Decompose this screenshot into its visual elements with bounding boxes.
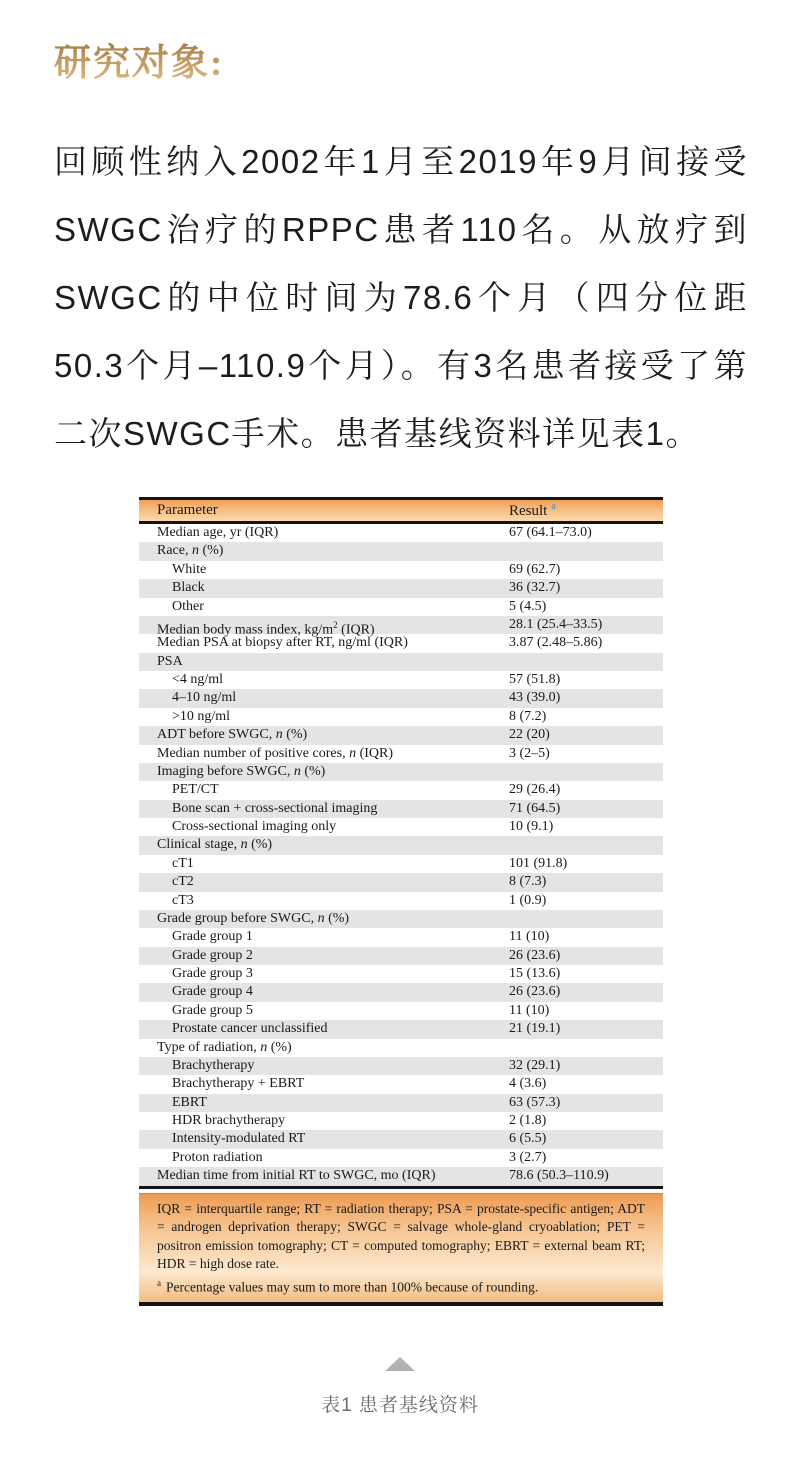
table-row <box>139 616 663 638</box>
parameter-cell: Proton radiation <box>172 1149 263 1165</box>
footnote-marker: a <box>157 1277 161 1288</box>
table-row <box>139 708 663 726</box>
result-cell: 21 (19.1) <box>509 1021 561 1037</box>
result-cell: 11 (10) <box>509 1002 550 1018</box>
table-row <box>139 1057 663 1075</box>
parameter-cell: Median time from initial RT to SWGC, mo (IQR) <box>157 1168 436 1184</box>
result-cell: 32 (29.1) <box>509 1057 561 1073</box>
parameter-cell: PET/CT <box>172 782 219 798</box>
parameter-cell: cT1 <box>172 855 194 871</box>
table-row <box>139 928 663 946</box>
table-row <box>139 1112 663 1130</box>
parameter-cell: Clinical stage, n (%) <box>157 837 273 853</box>
result-cell <box>509 542 663 560</box>
result-cell <box>509 910 663 928</box>
result-cell: 3.87 (2.48–5.86) <box>509 635 603 651</box>
column-header-result <box>509 501 663 520</box>
footnote-note <box>157 1274 645 1297</box>
parameter-cell: <4 ng/ml <box>172 672 224 687</box>
intro-paragraph: 回顾性纳入2002年1月至2019年9月间接受SWGC治疗的RPPC患者110名。从放疗到SWGC的中位时间为78.6个月（四分位距50.3个月–110.9个月）。有3名患者接受了第二次SWGC手术。患者基线资料详见表1。 <box>54 143 748 452</box>
baseline-table-figure <box>139 497 663 1306</box>
result-cell: 5 (4.5) <box>509 598 547 614</box>
result-header-label: Result <box>509 503 548 519</box>
table-row <box>139 561 663 579</box>
table-row <box>139 1075 663 1093</box>
table-row <box>139 671 663 689</box>
parameter-cell: Median number of positive cores, n (IQR) <box>157 745 393 761</box>
result-cell: 22 (20) <box>509 727 550 743</box>
table-row <box>139 524 663 542</box>
result-cell: 71 (64.5) <box>509 800 561 816</box>
table-row <box>139 745 663 763</box>
result-cell: 26 (23.6) <box>509 984 561 1000</box>
table-row <box>139 910 663 928</box>
column-header-parameter: Parameter <box>157 502 218 518</box>
parameter-cell: 4–10 ng/ml <box>172 690 237 706</box>
parameter-cell: Median body mass index, $kg/m^2$ (IQR) <box>157 619 375 638</box>
table-row <box>139 1094 663 1112</box>
parameter-cell: Bone scan + cross-sectional imaging <box>172 800 378 816</box>
table-body <box>139 524 663 1189</box>
table-row <box>139 726 663 744</box>
table-row <box>139 542 663 560</box>
parameter-cell: Grade group before SWGC, n (%) <box>157 910 350 926</box>
result-cell: 15 (13.6) <box>509 966 561 981</box>
result-cell: 8 (7.2) <box>509 708 547 724</box>
table-row <box>139 855 663 873</box>
parameter-cell: Intensity-modulated RT <box>172 1131 306 1147</box>
result-cell: 29 (26.4) <box>509 782 561 798</box>
collapse-triangle-icon[interactable] <box>385 1357 415 1371</box>
result-cell: 8 (7.3) <box>509 874 547 890</box>
parameter-cell: Prostate cancer unclassified <box>172 1021 328 1037</box>
table-row <box>139 947 663 965</box>
parameter-cell: Grade group 5 <box>172 1002 253 1018</box>
result-cell: 28.1 (25.4–33.5) <box>509 616 603 632</box>
footnote-abbreviations: IQR = interquartile range; RT = radiation therapy; PSA = prostate-specific antigen; ADT = androgen deprivation therapy; SWGC = salvage whole-gland cryoablation; PET = positron emission tomography; CT = computed tomography; EBRT = external beam RT; HDR = high dose rate. <box>157 1200 645 1271</box>
table-row <box>139 634 663 652</box>
result-cell: 78.6 (50.3–110.9) <box>509 1168 609 1184</box>
result-cell <box>509 836 663 854</box>
result-cell: 4 (3.6) <box>509 1076 547 1092</box>
table-row <box>139 598 663 616</box>
table-row <box>139 800 663 818</box>
result-cell: 43 (39.0) <box>509 690 561 706</box>
result-cell: 6 (5.5) <box>509 1131 547 1147</box>
result-cell: 36 (32.7) <box>509 580 561 596</box>
table-row <box>139 1020 663 1038</box>
parameter-cell: cT3 <box>172 892 194 908</box>
parameter-cell: Median PSA at biopsy after RT, ng/ml (IQR) <box>157 635 408 651</box>
table-row <box>139 1002 663 1020</box>
parameter-cell: Brachytherapy + EBRT <box>172 1076 305 1092</box>
parameter-cell: Imaging before SWGC, n (%) <box>157 763 326 779</box>
parameter-cell: Median age, yr (IQR) <box>157 525 279 540</box>
table-row <box>139 579 663 597</box>
table-caption: 表1 患者基线资料 <box>321 1395 479 1416</box>
result-cell: 101 (91.8) <box>509 855 568 871</box>
table-row <box>139 689 663 707</box>
parameter-cell: Grade group 4 <box>172 984 253 1000</box>
table-row <box>139 818 663 836</box>
result-cell: 26 (23.6) <box>509 947 561 963</box>
table-header-row <box>139 497 663 524</box>
parameter-cell: PSA <box>157 653 183 669</box>
parameter-cell: Race, n (%) <box>157 543 224 559</box>
table-footnote <box>139 1193 663 1306</box>
result-cell: 63 (57.3) <box>509 1094 561 1110</box>
parameter-cell: EBRT <box>172 1094 207 1110</box>
result-cell: 1 (0.9) <box>509 892 547 908</box>
table-row <box>139 653 663 671</box>
table-row <box>139 873 663 891</box>
parameter-cell: Grade group 1 <box>172 929 253 945</box>
parameter-cell: Grade group 2 <box>172 947 253 963</box>
parameter-cell: White <box>172 561 207 577</box>
table-row <box>139 1039 663 1057</box>
table-row <box>139 1149 663 1167</box>
table-row <box>139 836 663 854</box>
section-heading: 研究对象: <box>54 32 224 86</box>
result-cell: 57 (51.8) <box>509 672 561 687</box>
parameter-cell: Type of radiation, n (%) <box>157 1039 292 1055</box>
result-cell <box>509 763 663 781</box>
parameter-cell: cT2 <box>172 874 194 890</box>
result-cell: 69 (62.7) <box>509 561 561 577</box>
table-row <box>139 983 663 1001</box>
table-row <box>139 1167 663 1185</box>
result-cell: 3 (2–5) <box>509 745 550 761</box>
table-row <box>139 781 663 799</box>
table-row <box>139 892 663 910</box>
result-footnote-marker: a <box>551 501 556 512</box>
table-row <box>139 763 663 781</box>
result-cell <box>509 1039 663 1057</box>
table-row <box>139 965 663 983</box>
parameter-cell: Cross-sectional imaging only <box>172 819 337 834</box>
parameter-cell: >10 ng/ml <box>172 708 231 724</box>
result-cell: 2 (1.8) <box>509 1113 547 1128</box>
result-cell: 11 (10) <box>509 929 550 945</box>
result-cell: 10 (9.1) <box>509 819 554 834</box>
parameter-cell: Brachytherapy <box>172 1057 255 1073</box>
result-cell: 67 (64.1–73.0) <box>509 525 592 540</box>
result-cell: 3 (2.7) <box>509 1149 547 1165</box>
footnote-note-text: Percentage values may sum to more than 100% because of rounding. <box>166 1279 539 1294</box>
parameter-cell: ADT before SWGC, n (%) <box>157 727 308 743</box>
result-cell <box>509 653 663 671</box>
parameter-cell: Grade group 3 <box>172 966 253 981</box>
table-row <box>139 1130 663 1148</box>
parameter-cell: HDR brachytherapy <box>172 1113 286 1128</box>
parameter-cell: Black <box>172 580 205 596</box>
parameter-cell: Other <box>172 598 204 614</box>
